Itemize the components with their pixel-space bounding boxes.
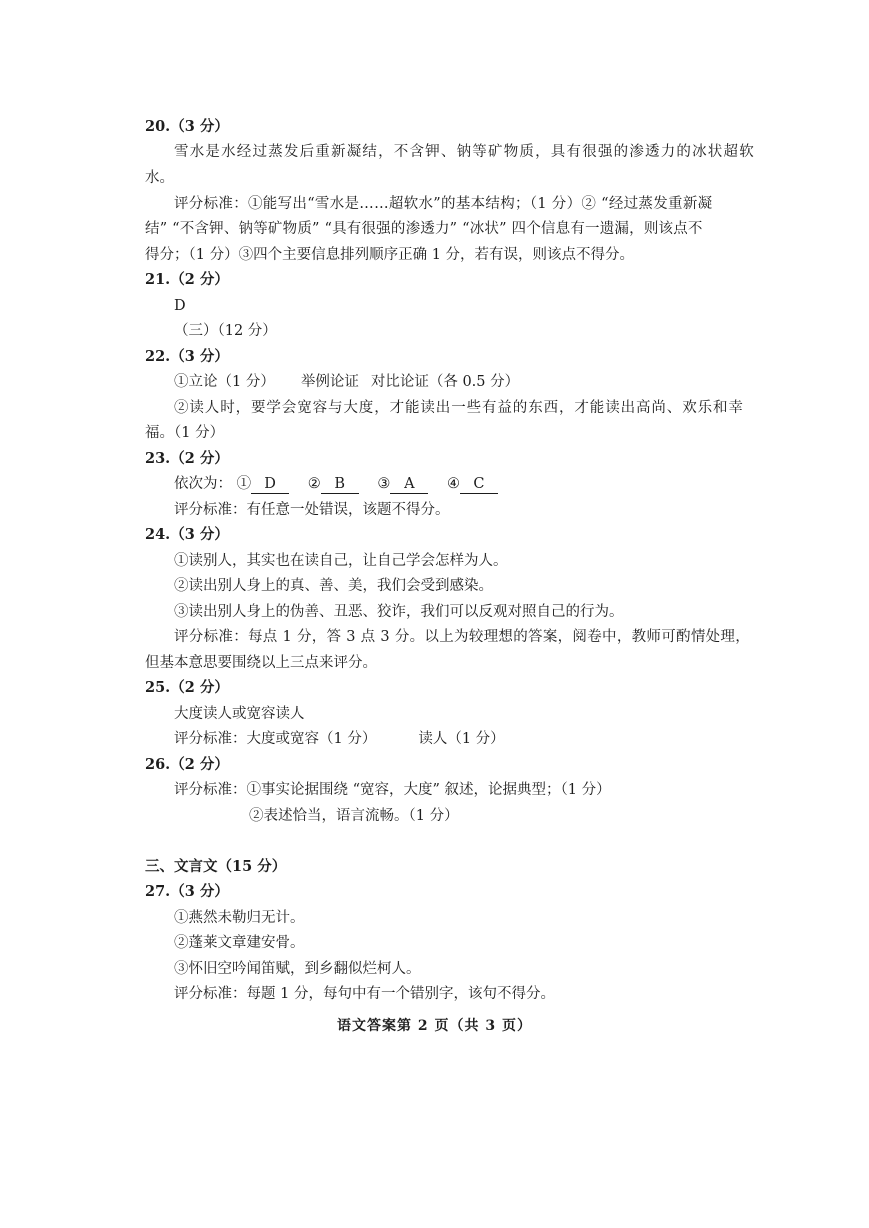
page-footer: 语文答案第 2 页（共 3 页） xyxy=(337,1018,532,1034)
q23-prefix: 依次为： xyxy=(174,476,232,492)
q26-criteria-line2: ②表述恰当，语言流畅。（1 分） xyxy=(249,808,459,824)
q25-heading: 25.（2 分） xyxy=(145,679,229,696)
q22-item1-method-b: 对比论证（各 0.5 分） xyxy=(370,374,520,390)
q22-item1 xyxy=(174,372,519,392)
q22-heading: 22.（3 分） xyxy=(145,348,229,365)
q24-item2: ②读出别人身上的真、善、美，我们会受到感染。 xyxy=(174,578,493,594)
q20-heading: 20.（3 分） xyxy=(145,118,229,135)
q27-criteria: 评分标准：每题 1 分，每句中有一个错别字，该句不得分。 xyxy=(174,986,555,1002)
q23-item-4-num: ④ xyxy=(446,476,460,492)
q25-criteria-b: 读人（1 分） xyxy=(418,731,505,747)
q27-item1: ①燕然未勒归无计。 xyxy=(174,910,305,926)
q27-item2: ②蓬莱文章建安骨。 xyxy=(174,935,305,951)
part-3-heading: 三、文言文（15 分） xyxy=(145,858,287,875)
q22-item2-line2: 福。（1 分） xyxy=(145,425,225,441)
q24-heading: 24.（3 分） xyxy=(145,526,229,543)
q24-item1: ①读别人，其实也在读自己，让自己学会怎样为人。 xyxy=(174,553,508,569)
q27-item3: ③怀旧空吟闻笛赋，到乡翻似烂柯人。 xyxy=(174,961,421,977)
q20-criteria-line3: 得分；（1 分）③四个主要信息排列顺序正确 1 分，若有误，则该点不得分。 xyxy=(145,247,635,263)
q26-criteria-line1: 评分标准：①事实论据围绕 “宽容，大度” 叙述，论据典型；（1 分） xyxy=(174,782,611,798)
section-3-heading: （三）（12 分） xyxy=(174,323,277,339)
q20-criteria-line2: 结” “不含钾、钠等矿物质” “具有很强的渗透力” “冰状” 四个信息有一遗漏，则该点不 xyxy=(145,221,703,237)
q25-criteria xyxy=(174,729,505,749)
q26-heading: 26.（2 分） xyxy=(145,756,229,773)
q23-heading: 23.（2 分） xyxy=(145,450,229,467)
q25-answer: 大度读人或宽容读人 xyxy=(174,706,305,722)
q22-item2-line1: ②读人时，要学会宽容与大度，才能读出一些有益的东西，才能读出高尚、欢乐和幸 xyxy=(174,400,744,416)
q20-criteria-line1: 评分标准：①能写出“雪水是……超软水”的基本结构；（1 分）② “经过蒸发重新凝 xyxy=(174,196,713,212)
q23-item-1-num: ① xyxy=(236,476,252,492)
q23-answer-row xyxy=(174,474,498,494)
q21-heading: 21.（2 分） xyxy=(145,271,229,288)
q24-criteria-line1: 评分标准：每点 1 分，答 3 点 3 分。以上为较理想的答案，阅卷中，教师可酌情处理， xyxy=(174,629,751,645)
q21-answer: D xyxy=(174,298,186,314)
q23-item-2-blank: B xyxy=(321,475,359,494)
q27-heading: 27.（3 分） xyxy=(145,883,229,900)
q25-criteria-a: 评分标准：大度或宽容（1 分） xyxy=(174,731,377,747)
q23-item-1-blank: D xyxy=(251,475,289,494)
q23-criteria: 评分标准：有任意一处错误，该题不得分。 xyxy=(174,502,450,518)
q23-item-2-num: ② xyxy=(307,476,321,492)
q20-answer-line2: 水。 xyxy=(145,170,174,186)
q22-item1-method-a: 举例论证 xyxy=(300,374,359,390)
q24-item3: ③读出别人身上的伪善、丑恶、狡诈，我们可以反观对照自己的行为。 xyxy=(174,604,624,620)
q23-item-4-blank: C xyxy=(460,475,498,494)
q23-item-3-blank: A xyxy=(390,475,428,494)
q24-criteria-line2: 但基本意思要围绕以上三点来评分。 xyxy=(145,655,377,671)
q23-item-3-num: ③ xyxy=(377,476,391,492)
q20-answer-line1: 雪水是水经过蒸发后重新凝结，不含钾、钠等矿物质，具有很强的渗透力的冰状超软 xyxy=(174,144,755,160)
q22-item1-thesis: ①立论（1 分） xyxy=(174,374,275,390)
